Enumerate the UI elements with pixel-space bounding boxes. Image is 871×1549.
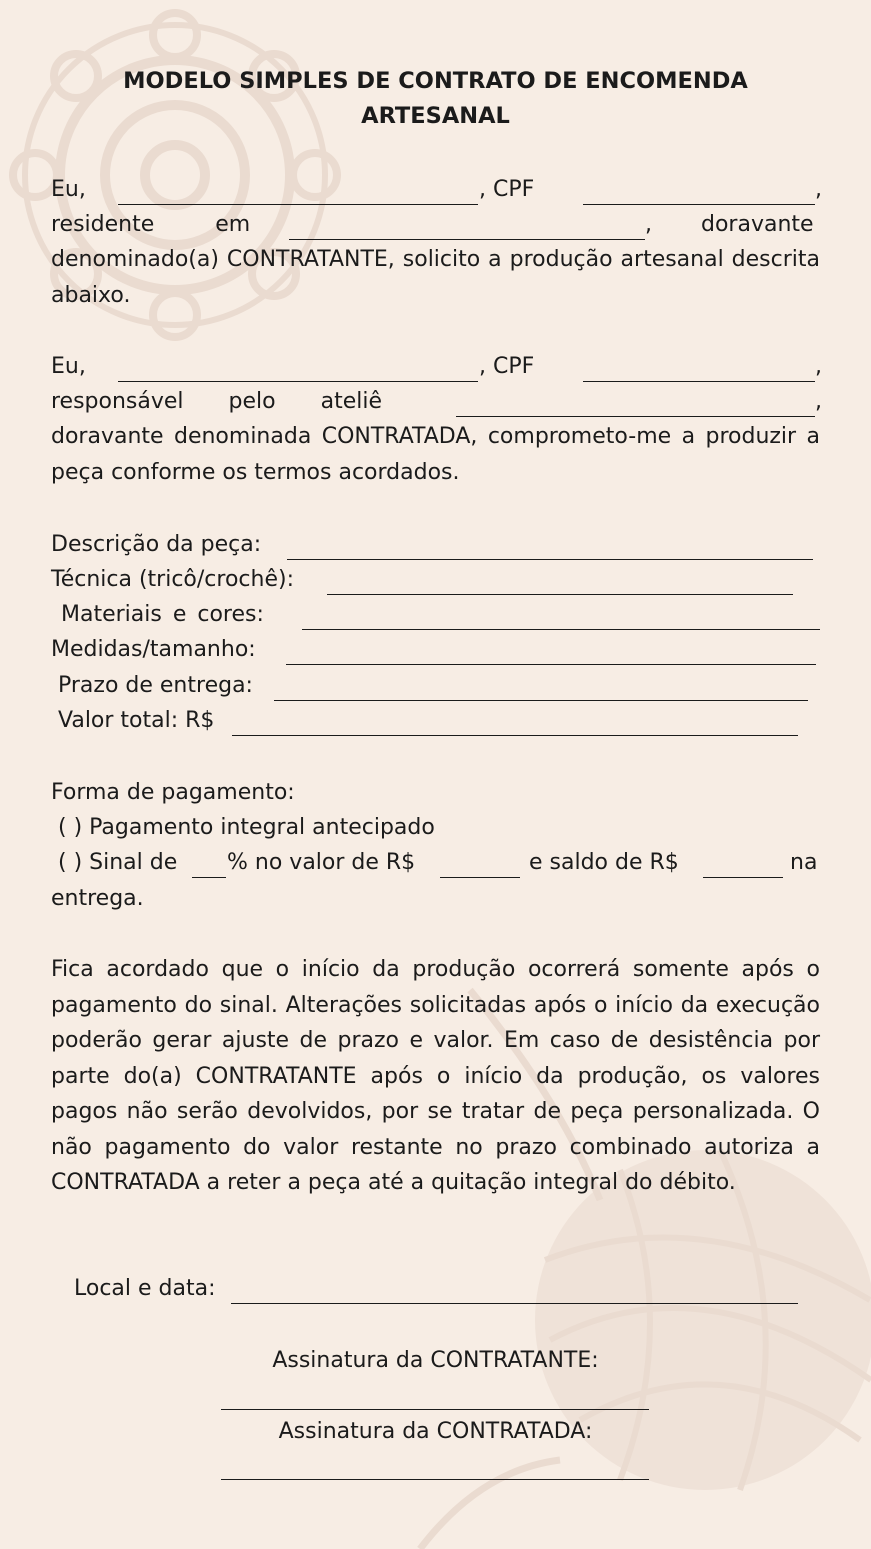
contratada-cpf-blank [583,361,815,382]
title-line-2: ARTESANAL [361,103,510,129]
signature-contratada-line [221,1479,649,1480]
payment-option-deposit: ( ) Sinal de [58,850,178,875]
deposit-value-label: % no valor de R$ [227,850,416,875]
valor-blank [232,715,798,736]
medidas-label: Medidas/tamanho: [51,637,256,662]
payment-heading: Forma de pagamento: [51,780,295,805]
prazo-label: Prazo de entrega: [58,673,253,698]
contratante-name-blank [118,184,478,205]
deposit-percent-blank [192,857,226,878]
materiais-blank [302,609,820,630]
descricao-blank [287,539,813,560]
deposit-value-blank [440,857,520,878]
contratante-cpf-blank [583,184,815,205]
contratada-name-label: Eu, [51,354,86,379]
balance-label: e saldo de R$ [529,850,679,875]
entrega-text: entrega. [51,886,144,911]
title-line-1: MODELO SIMPLES DE CONTRATO DE ENCOMENDA [123,68,748,94]
contratada-name-blank [118,361,478,382]
comma: , [815,389,822,414]
contratante-paragraph: denominado(a) CONTRATANTE, solicito a produção artesanal descrita abaixo. [51,247,820,308]
tecnica-blank [327,574,793,595]
atelier-label: responsável pelo ateliê [51,389,382,414]
contratante-address-label: residente em [51,212,251,237]
atelier-blank [456,396,815,417]
contratante-cpf-label: , CPF [479,177,535,202]
na-text: na [790,850,818,875]
tecnica-label: Técnica (tricô/crochê): [51,567,294,592]
signature-contratante-line [221,1409,649,1410]
medidas-blank [286,644,816,665]
local-data-blank [231,1283,798,1304]
descricao-label: Descrição da peça: [51,532,262,557]
doravante-text: , doravante [645,212,814,237]
balance-value-blank [703,857,783,878]
local-data-label: Local e data: [74,1276,216,1301]
comma: , [815,354,822,379]
contratante-name-label: Eu, [51,177,86,202]
contratante-address-blank [289,219,645,240]
contract-title [51,64,820,134]
comma: , [815,177,822,202]
signature-contratada-label: Assinatura da CONTRATADA: [278,1419,593,1444]
signature-contratante-label: Assinatura da CONTRATANTE: [272,1348,599,1373]
contratada-cpf-label: , CPF [479,354,535,379]
terms-paragraph: Fica acordado que o início da produção ocorrerá somente após o pagamento do sinal. Alterações solicitadas após o início da execução poderão gerar ajuste de prazo e valor. Em caso de desistência por parte do(a) CONTRATANTE após o início da produção, os valores pagos não serão devolvidos, por se tratar de peça personalizada. O não pagamento do valor restante no prazo combinado autoriza a CONTRATADA a reter a peça até a quitação integral do débito. [51,957,820,1195]
materiais-label: Materiais e cores: [61,602,264,627]
valor-label: Valor total: R$ [58,708,215,733]
contratada-paragraph: doravante denominada CONTRATADA, comprometo-me a produzir a peça conforme os termos acordados. [51,424,820,485]
prazo-blank [274,680,808,701]
payment-option-full: ( ) Pagamento integral antecipado [58,815,435,840]
